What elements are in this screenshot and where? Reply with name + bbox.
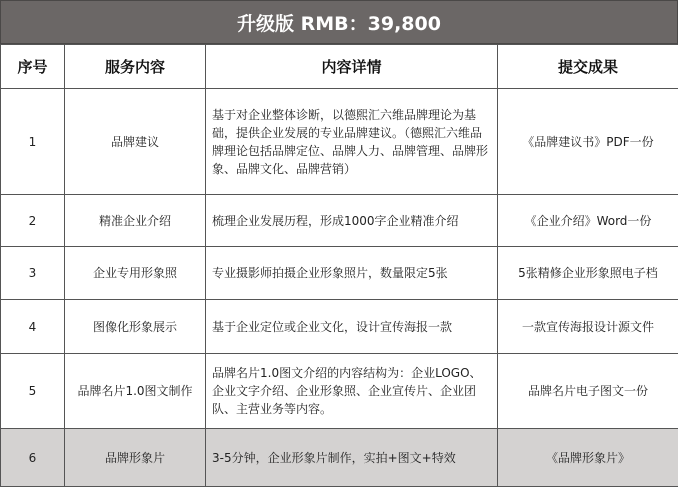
row-index: 4 [1, 300, 65, 354]
table-row [1, 195, 678, 247]
row-deliverable: 《品牌形象片》 [498, 429, 678, 487]
row-service: 品牌名片1.0图文制作 [65, 354, 206, 429]
service-table [0, 44, 678, 487]
column-header-details: 内容详情 [206, 45, 498, 89]
row-service: 精准企业介绍 [65, 195, 206, 247]
row-details: 品牌名片1.0图文介绍的内容结构为：企业LOGO、企业文字介绍、企业形象照、企业宣传片、企业团队、主营业务等内容。 [206, 354, 498, 429]
table-header-row [1, 45, 678, 89]
row-service: 企业专用形象照 [65, 247, 206, 300]
row-details: 梳理企业发展历程，形成1000字企业精准介绍 [206, 195, 498, 247]
row-details: 基于对企业整体诊断，以德熙汇六维品牌理论为基础，提供企业发展的专业品牌建议。（德熙汇六维品牌理论包括品牌定位、品牌人力、品牌管理、品牌形象、品牌文化、品牌营销） [206, 89, 498, 195]
row-deliverable: 5张精修企业形象照电子档 [498, 247, 678, 300]
table-row [1, 300, 678, 354]
page-title: 升级版 RMB：39,800 [0, 0, 678, 44]
column-header-index: 序号 [1, 45, 65, 89]
table-row [1, 429, 678, 487]
row-details: 3-5分钟，企业形象片制作，实拍+图文+特效 [206, 429, 498, 487]
table-row [1, 247, 678, 300]
row-deliverable: 《企业介绍》Word一份 [498, 195, 678, 247]
table-row [1, 354, 678, 429]
row-details: 专业摄影师拍摄企业形象照片，数量限定5张 [206, 247, 498, 300]
row-index: 6 [1, 429, 65, 487]
row-index: 2 [1, 195, 65, 247]
row-deliverable: 一款宣传海报设计源文件 [498, 300, 678, 354]
row-details: 基于企业定位或企业文化，设计宣传海报一款 [206, 300, 498, 354]
row-service: 品牌建议 [65, 89, 206, 195]
row-index: 3 [1, 247, 65, 300]
column-header-deliverable: 提交成果 [498, 45, 678, 89]
row-deliverable: 品牌名片电子图文一份 [498, 354, 678, 429]
table-row [1, 89, 678, 195]
row-deliverable: 《品牌建议书》PDF一份 [498, 89, 678, 195]
row-service: 图像化形象展示 [65, 300, 206, 354]
row-index: 5 [1, 354, 65, 429]
row-service: 品牌形象片 [65, 429, 206, 487]
row-index: 1 [1, 89, 65, 195]
column-header-service: 服务内容 [65, 45, 206, 89]
